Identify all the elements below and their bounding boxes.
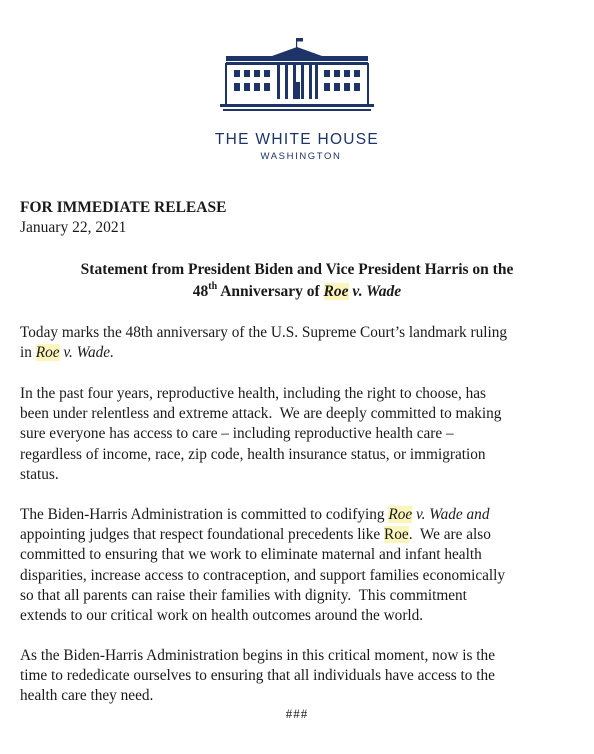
white-house-logo-icon bbox=[220, 38, 374, 114]
roe-highlight: Roe bbox=[384, 526, 409, 544]
paragraph-line: Today marks the 48th anniversary of the U.S. Supreme Court’s landmark ruling bbox=[20, 324, 508, 341]
statement-title bbox=[0, 259, 594, 303]
title-v: v. bbox=[348, 283, 367, 300]
paragraph-line: time to rededicate ourselves to ensuring that all individuals have access to the bbox=[20, 667, 495, 685]
text: The Biden-Harris Administration is committed to codifying bbox=[20, 506, 389, 523]
paragraph-line: committed to ensuring that we work to eliminate maternal and infant health bbox=[20, 546, 482, 564]
text: in bbox=[20, 344, 36, 362]
paragraph-line: regardless of income, race, zip code, health insurance status, or immigration bbox=[20, 445, 486, 463]
paragraph-line bbox=[20, 343, 586, 363]
paragraph-4 bbox=[20, 646, 586, 707]
end-mark: ### bbox=[285, 706, 309, 721]
release-date: January 22, 2021 bbox=[20, 219, 127, 236]
title-line-2 bbox=[0, 281, 594, 303]
org-name: THE WHITE HOUSE bbox=[214, 131, 380, 148]
paragraph-line: health care they need. bbox=[20, 687, 154, 705]
title-ordinal-number: 48 bbox=[192, 283, 209, 300]
paragraph-line: sure everyone has access to care – including reproductive health care – bbox=[20, 425, 454, 443]
release-label: FOR IMMEDIATE RELEASE bbox=[20, 199, 227, 216]
paragraph-line bbox=[20, 525, 586, 545]
title-wade: Wade bbox=[366, 283, 402, 300]
text: . We are also bbox=[408, 526, 491, 544]
roe-highlight: Roe bbox=[388, 506, 413, 523]
paragraph-2 bbox=[20, 384, 586, 485]
title-ordinal-suffix: th bbox=[208, 280, 218, 292]
paragraph-line: so that all parents can raise their families with dignity. This commitment bbox=[20, 586, 467, 604]
case-name-text: v. Wade. bbox=[59, 344, 114, 362]
paragraph-line bbox=[20, 505, 586, 525]
text: appointing judges that respect foundational precedents like bbox=[20, 526, 385, 544]
paragraph-line: status. bbox=[20, 465, 59, 483]
title-roe: Roe bbox=[323, 283, 349, 300]
paragraph-line: In the past four years, reproductive health, including the right to choose, has bbox=[20, 385, 486, 402]
roe-highlight: Roe bbox=[35, 344, 60, 362]
paragraph-line: been under relentless and extreme attack. We are deeply committed to making bbox=[20, 405, 502, 423]
title-line-1: Statement from President Biden and Vice President Harris on the bbox=[80, 261, 514, 278]
title-text: Anniversary of bbox=[217, 283, 324, 300]
case-name-text: v. Wade and bbox=[412, 506, 490, 523]
paragraph-line: As the Biden-Harris Administration begins in this critical moment, now is the bbox=[20, 647, 495, 664]
paragraph-3 bbox=[20, 505, 586, 626]
org-city: WASHINGTON bbox=[260, 151, 342, 162]
paragraph-1 bbox=[20, 323, 586, 363]
paragraph-line: extends to our critical work on health outcomes around the world. bbox=[20, 607, 424, 625]
paragraph-line: disparities, increase access to contraception, and support families economically bbox=[20, 566, 506, 584]
